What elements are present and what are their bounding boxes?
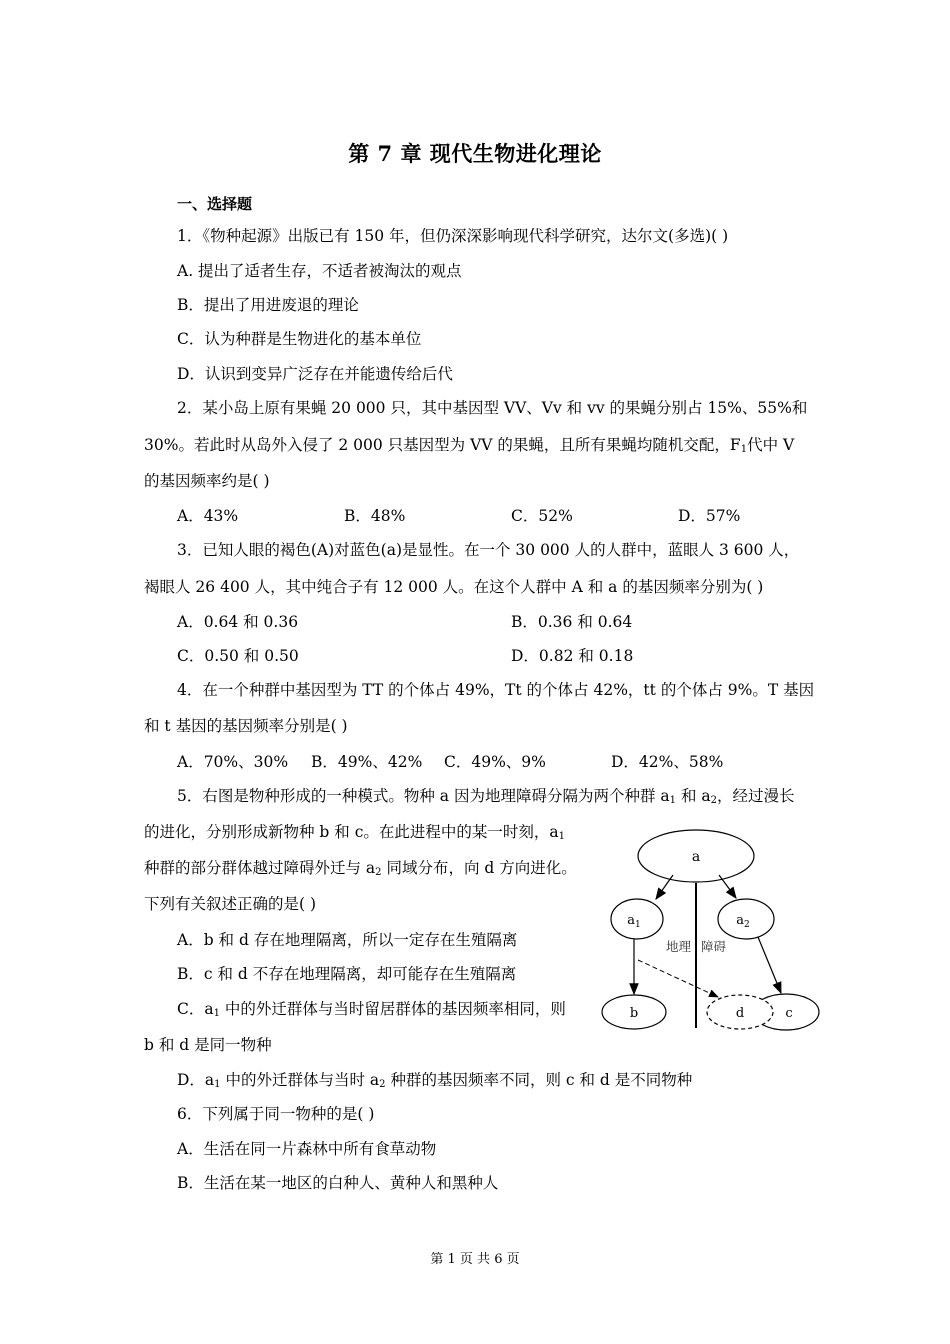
arrow-a1-to-d [638,960,718,997]
q4-line2: 和 t 基因的基因频率分别是( ) [144,717,348,735]
node-a1-label: $a_1$ [627,913,641,930]
q2-option-a: A．43% [177,507,239,525]
q4-option-a: A．70%、30% [177,753,289,771]
q6-option-b: B．生活在某一地区的白种人、黄种人和黑种人 [177,1174,499,1192]
q4-option-b: B．49%、42% [311,753,423,771]
q5-option-c: C．$a_1$ 中的外迁群体与当时留居群体的基因频率相同，则 [177,1000,566,1019]
q2-option-c: C．52% [511,507,573,525]
q3-option-c: C．0.50 和 0.50 [177,647,299,665]
section-heading: 一、选择题 [177,195,253,213]
q5-option-d: D．$a_1$ 中的外迁群体与当时 $a_2$ 种群的基因频率不同，则 c 和 d 是不同物种 [177,1071,693,1090]
q3-line2: 褐眼人 26 400 人，其中纯合子有 12 000 人。在这个人群中 A 和 a 的基因频率分别为( ) [144,578,764,596]
q3-line1: 3．已知人眼的褐色(A)对蓝色(a)是显性。在一个 30 000 人的人群中，蓝眼人 3 600 人， [177,541,800,559]
q5-option-a: A．b 和 d 存在地理隔离，所以一定存在生殖隔离 [177,931,518,949]
barrier-label-right: 障碍 [701,939,727,954]
q1-option-b: B．提出了用进废退的理论 [177,296,359,314]
q2-line2: 30%。若此时从岛外入侵了 2 000 只基因型为 VV 的果蝇，且所有果蝇均随机交配，$F_1$代中 V [144,436,795,455]
q2-line1: 2．某小岛上原有果蝇 20 000 只，其中基因型 VV、Vv 和 vv 的果蝇分别占 15%、55%和 [177,399,808,417]
q2-option-d: D．57% [678,507,741,525]
node-c-label: c [785,1006,793,1021]
q2-option-b: B．48% [344,507,406,525]
arrow-a2-to-c [758,937,781,993]
q5-option-c-cont: b 和 d 是同一物种 [144,1036,272,1054]
q1-option-c: C．认为种群是生物进化的基本单位 [177,330,422,348]
barrier-label-left: 地理 [666,939,692,954]
arrow-a-to-a1 [656,875,673,899]
q2-line3: 的基因频率约是( ) [144,472,270,490]
node-a1 [611,899,663,939]
q3-option-a: A．0.64 和 0.36 [177,613,299,631]
node-a2 [718,899,774,939]
node-d-label: d [735,1006,745,1021]
q3-option-b: B．0.36 和 0.64 [511,613,633,631]
q1-stem: 1．《物种起源》出版已有 150 年，但仍深深影响现代科学研究，达尔文(多选)( ) [177,227,729,245]
q1-option-a: A. 提出了适者生存，不适者被淘汰的观点 [177,262,462,280]
q5-option-b: B．c 和 d 不存在地理隔离，却可能存在生殖隔离 [177,965,517,983]
q5-line2: 的进化，分别形成新物种 b 和 c。在此进程中的某一时刻，$a_1$ [144,823,566,842]
q4-option-d: D．42%、58% [611,753,724,771]
speciation-diagram [598,828,823,1038]
q4-line1: 4．在一个种群中基因型为 TT 的个体占 49%，Tt 的个体占 42%，tt 的个体占 9%。T 基因 [177,681,815,699]
q5-line1: 5．右图是物种形成的一种模式。物种 a 因为地理障碍分隔为两个种群 $a_1$ 和 $a_2$，经过漫长 [177,787,795,806]
q4-option-c: C．49%、9% [444,753,546,771]
q5-line3: 种群的部分群体越过障碍外迁与 $a_2$ 同域分布，向 d 方向进化。 [144,859,577,878]
node-a2-label: $a_2$ [736,913,750,930]
q3-option-d: D．0.82 和 0.18 [511,647,634,665]
page-title: 第 7 章 现代生物进化理论 [348,141,602,166]
q6-option-a: A．生活在同一片森林中所有食草动物 [177,1140,437,1158]
node-b-label: b [629,1006,639,1021]
q5-line4: 下列有关叙述正确的是( ) [144,895,317,913]
page-footer: 第 1 页 共 6 页 [430,1252,520,1267]
q6-stem: 6．下列属于同一物种的是( ) [177,1105,375,1123]
q1-option-d: D．认识到变异广泛存在并能遗传给后代 [177,365,453,383]
node-a-label: a [691,849,701,865]
